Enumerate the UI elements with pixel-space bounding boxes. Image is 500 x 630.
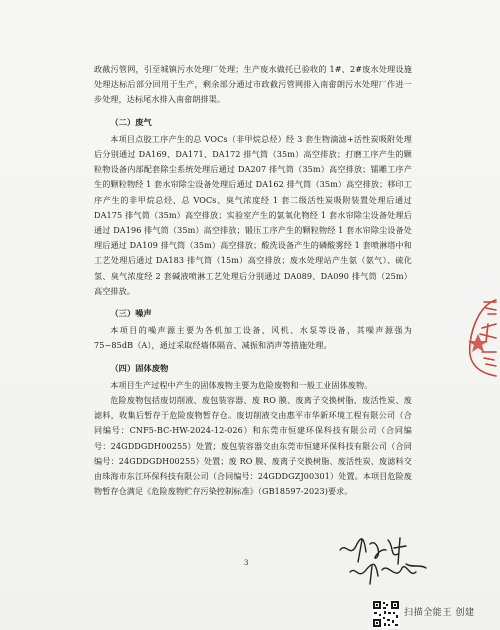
section-heading-noise: （三）噪声	[110, 308, 152, 319]
handwritten-signature-icon	[336, 528, 432, 588]
solid-waste-paragraph-1: 本项目生产过程中产生的固体废物主要为危险废物和一般工业固体废物。	[110, 379, 373, 390]
section-heading-exhaust-gas: （二）废气	[110, 116, 152, 127]
qr-code-icon	[372, 600, 400, 628]
solid-waste-paragraph-2: 危险废物包括废切削液、废包装容器、废 RO 膜、废离子交换树脂、废活性炭、废滤料，收集后暂存于危险废物暂存仓。废切削液交由惠平市华新环境工程有限公司（合同编号：CNF5-BC-HW-2024-12-026）和东莞市恒建环保科技有限公司（合同编号：24GDDGDH00255）处置；废包装容器交由东莞市恒建环保科技有限公司（合同编号：24GDDGDH00255）处置；废 RO 膜、废离子交换树脂、废活性炭、废滤料交由珠海市东江环保科技有限公司（合同编号：24GDDGZJ00301）处置。本项目危险废物暂存仓满足《危险废物贮存污染控制标准》（GB18597-2023)要求。	[94, 395, 412, 497]
red-seal-icon	[452, 294, 500, 380]
intro-paragraph: 政截污管网，引至城镇污水处理厂处理；生产废水做托已验收的 1#、2#废水处理设施处理达标后部分回用于生产，剩余部分通过市政截污管网排入南畲朗污水处理厂作进一步处理，达标尾水排入南畲朗排渠。	[94, 64, 412, 105]
section-heading-solid-waste: （四）固体废物	[110, 362, 169, 373]
page-number: 3	[244, 559, 249, 567]
scanner-watermark-label: 扫描全能王 创建	[404, 608, 475, 618]
exhaust-gas-paragraph: 本项目点胶工序产生的总 VOCs（非甲烷总烃）经 3 套生物滴滤+活性炭吸附处理后分别通过 DA169、DA171、DA172 排气筒（35m）高空排放；打磨工序产生的颗粒物设备内部配套除尘系统处理后通过 DA207 排气筒（35m）高空排放；镭雕工序产生的颗粒物经 1 套水帘除尘设备处理后通过 DA162 排气筒（35m）高空排放；移印工序产生的非甲烷总烃、总 VOCs、臭气浓度经 1 套二级活性炭吸附装置处理后通过 DA175 排气筒（35m）高空排放；实验室产生的氯氧化物经 1 套水帘除尘设备处理后通过 DA196 排气筒（35m）高空排放；锻压工序产生的颗粒物经 1 套水帘除尘设备处理后通过 DA109 排气筒（35m）高空排放；酸洗设备产生的磷酸雾经 1 套喷淋塔中和工艺处理后通过 DA183 排气筒（15m）高空排放；废水处理站产生氨（氨气）、硫化氢、臭气浓度经 2 套碱液喷淋工艺处理后分别通过 DA089、DA090 排气筒（25m）高空排放。	[94, 133, 412, 296]
noise-paragraph: 本项目的噪声源主要为各机加工设备、风机、水泵等设备，其噪声源强为 75~85dB（A），通过采取经墙体隔音、减振和消声等措施处理。	[94, 325, 412, 351]
document-body	[94, 62, 412, 499]
